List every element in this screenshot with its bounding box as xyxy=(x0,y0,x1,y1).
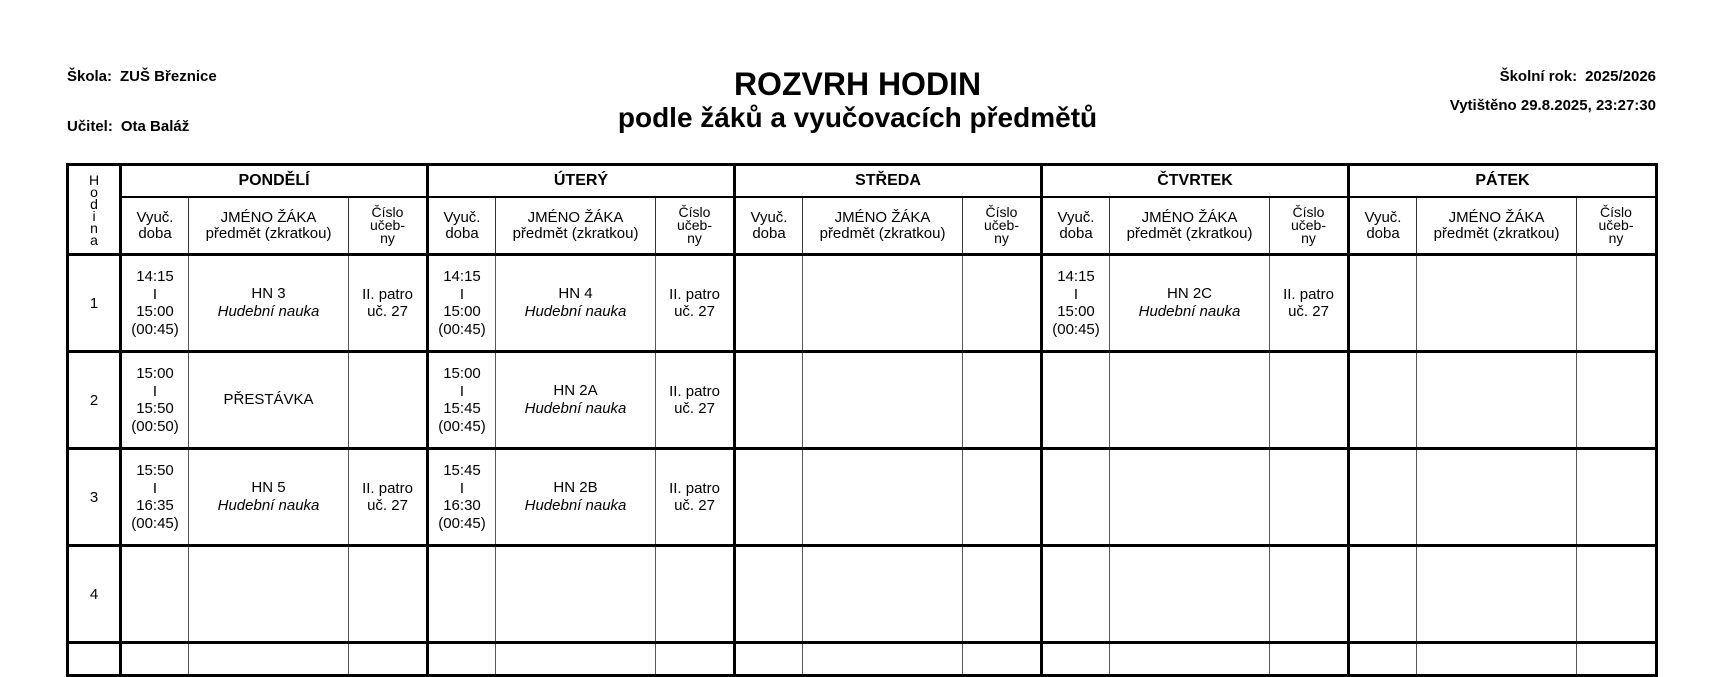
student-name: HN 4 xyxy=(558,285,593,302)
lesson-room-cell xyxy=(1577,643,1657,676)
lesson-time-cell xyxy=(121,449,189,546)
day-header-row xyxy=(68,165,1657,198)
hour-number: 2 xyxy=(68,352,121,449)
hour-header-letter: n xyxy=(90,219,98,236)
room-room1: II. patro xyxy=(669,286,720,303)
lesson-time-cell xyxy=(735,643,803,676)
time-t2: 15:00 xyxy=(1057,303,1095,320)
room-column-header xyxy=(1577,197,1657,255)
lesson-time-cell xyxy=(428,643,496,676)
lesson-student-cell xyxy=(189,546,349,643)
header-line: JMÉNO ŽÁKA xyxy=(1448,208,1545,226)
room-room2: uč. 27 xyxy=(674,303,715,320)
header-line: doba xyxy=(445,224,479,242)
hour-number: 4 xyxy=(68,546,121,643)
room-room1: II. patro xyxy=(669,480,720,497)
header-line: předmět (zkratkou) xyxy=(512,224,639,242)
student-column-header xyxy=(803,197,963,255)
day-header: ČTVRTEK xyxy=(1042,165,1349,198)
student-column-header xyxy=(189,197,349,255)
time-dur: (00:45) xyxy=(438,320,486,338)
lesson-student-cell xyxy=(189,255,349,352)
lesson-room-cell xyxy=(656,643,735,676)
lesson-student-cell xyxy=(1110,546,1270,643)
lesson-time-cell xyxy=(1349,352,1417,449)
subject-name: Hudební nauka xyxy=(524,400,627,417)
lesson-student-cell xyxy=(803,546,963,643)
time-t1: 15:00 xyxy=(136,365,174,382)
header-line: předmět (zkratkou) xyxy=(1433,224,1560,242)
header-line: učeb- xyxy=(369,217,406,233)
lesson-student-cell xyxy=(803,643,963,676)
lesson-student-cell xyxy=(189,352,349,449)
lesson-student-cell xyxy=(189,449,349,546)
lesson-time-cell xyxy=(1042,352,1110,449)
time-t1: 15:00 xyxy=(443,365,481,382)
lesson-room-cell xyxy=(1270,255,1349,352)
header-line: doba xyxy=(1059,224,1093,242)
day-header: ÚTERÝ xyxy=(428,165,735,198)
hour-header-letter: H xyxy=(88,171,100,188)
lesson-time-cell xyxy=(121,546,189,643)
hour-number xyxy=(68,643,121,676)
room-room2: uč. 27 xyxy=(367,303,408,320)
header-line: ny xyxy=(1608,230,1624,246)
time-t1: 15:50 xyxy=(136,462,174,479)
lesson-student-cell xyxy=(496,449,656,546)
day-header: PÁTEK xyxy=(1349,165,1657,198)
time-column-header xyxy=(735,197,803,255)
lesson-time-cell xyxy=(1349,255,1417,352)
header-line: učeb- xyxy=(1290,217,1327,233)
lesson-student-cell xyxy=(189,643,349,676)
time-column-header xyxy=(1042,197,1110,255)
header-line: Číslo xyxy=(1600,204,1632,220)
lesson-time-cell xyxy=(735,255,803,352)
lesson-time-cell xyxy=(1349,546,1417,643)
lesson-student-cell xyxy=(1417,546,1577,643)
lesson-room-cell xyxy=(656,255,735,352)
school-label: Škola: xyxy=(67,68,113,85)
time-sep: I xyxy=(152,285,158,303)
time-sep: I xyxy=(459,285,465,303)
lesson-row-partial xyxy=(68,643,1657,676)
column-subheader-row xyxy=(68,197,1657,255)
header-line: učeb- xyxy=(676,217,713,233)
subject-name: Hudební nauka xyxy=(217,497,320,514)
lesson-time-cell xyxy=(735,352,803,449)
room-room2: uč. 27 xyxy=(1288,303,1329,320)
subject-name: Hudební nauka xyxy=(1138,303,1241,320)
lesson-time-cell xyxy=(428,255,496,352)
student-column-header xyxy=(1417,197,1577,255)
time-t2: 15:50 xyxy=(136,400,174,417)
header-line: ny xyxy=(994,230,1009,246)
lesson-row xyxy=(68,546,1657,643)
printed-timestamp: Vytištěno 29.8.2025, 23:27:30 xyxy=(1449,97,1656,114)
header-line: Číslo xyxy=(985,204,1018,220)
room-room1: II. patro xyxy=(362,286,413,303)
time-column-header xyxy=(1349,197,1417,255)
lesson-student-cell xyxy=(1417,255,1577,352)
day-header: STŘEDA xyxy=(735,165,1042,198)
teacher-label: Učitel: xyxy=(67,118,113,135)
time-dur: (00:45) xyxy=(438,514,486,532)
student-name: HN 2C xyxy=(1166,285,1212,302)
lesson-time-cell xyxy=(1349,449,1417,546)
lesson-student-cell xyxy=(803,255,963,352)
lesson-room-cell xyxy=(1577,449,1657,546)
lesson-student-cell xyxy=(496,546,656,643)
hour-header-letter: o xyxy=(90,183,98,200)
student-name: HN 5 xyxy=(251,479,286,496)
lesson-student-cell xyxy=(1110,255,1270,352)
lesson-time-cell xyxy=(1042,546,1110,643)
lesson-row xyxy=(68,255,1657,352)
header-line: předmět (zkratkou) xyxy=(819,224,946,242)
lesson-student-cell xyxy=(1417,449,1577,546)
time-t2: 16:35 xyxy=(136,497,174,514)
lesson-room-cell xyxy=(1270,643,1349,676)
lesson-time-cell xyxy=(428,449,496,546)
room-column-header xyxy=(963,197,1042,255)
time-t2: 15:00 xyxy=(136,303,174,320)
hour-number: 3 xyxy=(68,449,121,546)
lesson-student-cell xyxy=(1110,643,1270,676)
room-room2: uč. 27 xyxy=(367,497,408,514)
school-year-label: Školní rok: xyxy=(1499,68,1578,85)
header-line: JMÉNO ŽÁKA xyxy=(527,208,624,226)
time-t1: 14:15 xyxy=(443,268,481,285)
time-t1: 14:15 xyxy=(1057,268,1095,285)
student-name: HN 3 xyxy=(251,285,286,302)
header-line: Vyuč. xyxy=(750,208,788,226)
lesson-student-cell xyxy=(496,352,656,449)
lesson-room-cell xyxy=(1577,255,1657,352)
lesson-time-cell xyxy=(1042,449,1110,546)
time-t1: 14:15 xyxy=(136,268,174,285)
header-line: doba xyxy=(752,224,786,242)
lesson-time-cell xyxy=(428,546,496,643)
room-column-header xyxy=(656,197,735,255)
time-t1: 15:45 xyxy=(443,462,481,479)
header-line: předmět (zkratkou) xyxy=(1126,224,1253,242)
student-name: PŘESTÁVKA xyxy=(223,391,314,408)
room-room1: II. patro xyxy=(1283,286,1334,303)
lesson-time-cell xyxy=(121,255,189,352)
header-line: doba xyxy=(1366,224,1400,242)
lesson-student-cell xyxy=(496,643,656,676)
header-line: doba xyxy=(138,224,172,242)
lesson-room-cell xyxy=(963,255,1042,352)
header-line: učeb- xyxy=(983,217,1020,233)
lesson-student-cell xyxy=(496,255,656,352)
header-line: Číslo xyxy=(371,204,404,220)
lesson-room-cell xyxy=(656,352,735,449)
header-line: Vyuč. xyxy=(443,208,481,226)
header-line: JMÉNO ŽÁKA xyxy=(220,208,317,226)
header-line: Číslo xyxy=(678,204,711,220)
lesson-time-cell xyxy=(735,449,803,546)
header-line: Vyuč. xyxy=(136,208,174,226)
lesson-room-cell xyxy=(1270,449,1349,546)
student-column-header xyxy=(496,197,656,255)
lesson-room-cell xyxy=(963,643,1042,676)
header-line: Číslo xyxy=(1292,204,1325,220)
day-header: PONDĚLÍ xyxy=(121,165,428,198)
header-line: Vyuč. xyxy=(1364,208,1402,226)
time-sep: I xyxy=(459,479,465,497)
time-column-header xyxy=(428,197,496,255)
hour-column-header xyxy=(68,165,121,255)
lesson-time-cell xyxy=(1042,255,1110,352)
lesson-room-cell xyxy=(349,643,428,676)
lesson-student-cell xyxy=(1110,352,1270,449)
time-dur: (00:45) xyxy=(131,514,179,532)
lesson-time-cell xyxy=(1349,643,1417,676)
school-year-info xyxy=(1500,68,1656,85)
room-room1: II. patro xyxy=(669,383,720,400)
header-line: ny xyxy=(380,230,395,246)
subject-name: Hudební nauka xyxy=(217,303,320,320)
time-dur: (00:45) xyxy=(1052,320,1100,338)
lesson-row xyxy=(68,449,1657,546)
lesson-room-cell xyxy=(349,255,428,352)
lesson-time-cell xyxy=(735,546,803,643)
subject-name: Hudební nauka xyxy=(524,303,627,320)
lesson-time-cell xyxy=(121,352,189,449)
school-year-value: 2025/2026 xyxy=(1585,68,1656,85)
hour-header-letter: d xyxy=(90,195,98,212)
subject-name: Hudební nauka xyxy=(524,497,627,514)
lesson-room-cell xyxy=(1270,546,1349,643)
header-line: JMÉNO ŽÁKA xyxy=(834,208,931,226)
lesson-time-cell xyxy=(1042,643,1110,676)
lesson-student-cell xyxy=(1417,643,1577,676)
time-sep: I xyxy=(1073,285,1079,303)
lesson-room-cell xyxy=(349,546,428,643)
lesson-room-cell xyxy=(1270,352,1349,449)
lesson-room-cell xyxy=(963,449,1042,546)
time-dur: (00:45) xyxy=(438,417,486,435)
student-name: HN 2B xyxy=(553,479,598,496)
time-sep: I xyxy=(152,382,158,400)
lesson-student-cell xyxy=(803,352,963,449)
student-name: HN 2A xyxy=(553,382,598,399)
time-t2: 15:00 xyxy=(443,303,481,320)
lesson-room-cell xyxy=(349,449,428,546)
time-sep: I xyxy=(459,382,465,400)
lesson-room-cell xyxy=(656,449,735,546)
time-sep: I xyxy=(152,479,158,497)
page-subtitle: podle žáků a vyučovacích předmětů xyxy=(617,102,1098,133)
hour-header-letter: a xyxy=(90,231,98,248)
student-column-header xyxy=(1110,197,1270,255)
room-room2: uč. 27 xyxy=(674,400,715,417)
lesson-room-cell xyxy=(349,352,428,449)
page-title: ROZVRH HODIN xyxy=(733,66,982,102)
header-line: ny xyxy=(1301,230,1316,246)
lesson-time-cell xyxy=(121,643,189,676)
hour-number: 1 xyxy=(68,255,121,352)
time-dur: (00:50) xyxy=(131,417,179,435)
lesson-room-cell xyxy=(963,546,1042,643)
lesson-room-cell xyxy=(963,352,1042,449)
header-line: učeb- xyxy=(1598,217,1634,233)
header-line: JMÉNO ŽÁKA xyxy=(1141,208,1238,226)
lesson-student-cell xyxy=(1110,449,1270,546)
room-column-header xyxy=(349,197,428,255)
lesson-room-cell xyxy=(1577,546,1657,643)
header-line: ny xyxy=(687,230,702,246)
lesson-student-cell xyxy=(1417,352,1577,449)
lesson-room-cell xyxy=(1577,352,1657,449)
room-room1: II. patro xyxy=(362,480,413,497)
time-t2: 16:30 xyxy=(443,497,481,514)
time-t2: 15:45 xyxy=(443,400,481,417)
school-name: ZUŠ Březnice xyxy=(120,68,217,85)
time-dur: (00:45) xyxy=(131,320,179,338)
lesson-room-cell xyxy=(656,546,735,643)
header-line: Vyuč. xyxy=(1057,208,1095,226)
lesson-student-cell xyxy=(803,449,963,546)
room-room2: uč. 27 xyxy=(674,497,715,514)
hour-header-letter: i xyxy=(92,207,96,224)
room-column-header xyxy=(1270,197,1349,255)
teacher-name: Ota Baláž xyxy=(120,118,190,135)
lesson-row xyxy=(68,352,1657,449)
time-column-header xyxy=(121,197,189,255)
header-line: předmět (zkratkou) xyxy=(205,224,332,242)
lesson-time-cell xyxy=(428,352,496,449)
timetable xyxy=(66,163,1658,677)
